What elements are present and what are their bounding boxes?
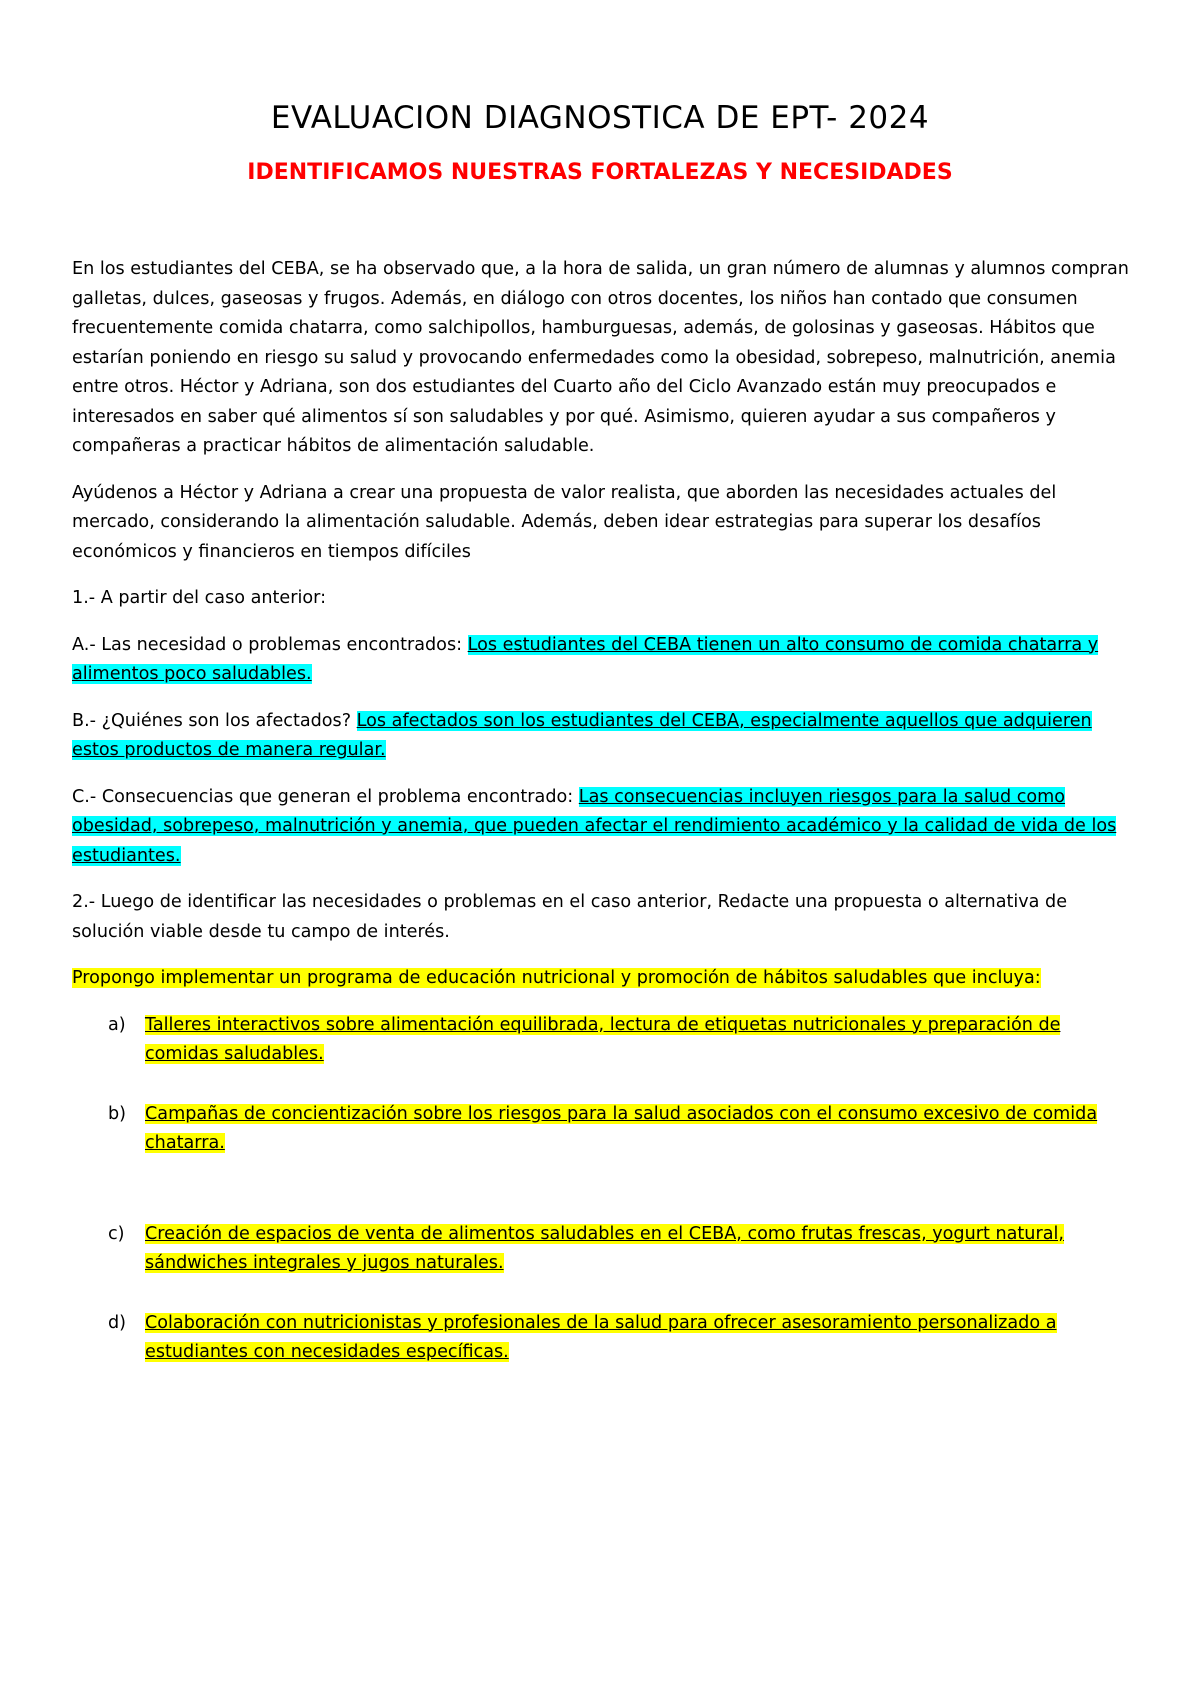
document-subtitle: IDENTIFICAMOS NUESTRAS FORTALEZAS Y NECESIDADES [247,160,953,185]
question-2: 2.- Luego de identificar las necesidades o problemas en el caso anterior, Redacte una propuesta o alternativa de solución viable desde tu campo de interés. [72,892,1068,942]
question-c-answer: Las consecuencias incluyen riesgos para la salud como obesidad, sobrepeso, malnutrición y anemia, que pueden afectar el rendimiento académico y la calidad de vida de los estudiantes. [72,786,1117,866]
question-b-answer: Los afectados son los estudiantes del CEBA, especialmente aquellos que adquieren estos productos de manera regular. [72,710,1092,760]
question-a-answer: Los estudiantes del CEBA tienen un alto consumo de comida chatarra y alimentos poco saludables. [72,634,1099,684]
list-item [72,1100,1134,1159]
list-item-marker: b) [108,1103,127,1124]
question-1: 1.- A partir del caso anterior: [72,588,326,608]
list-item-text: Creación de espacios de venta de alimentos saludables en el CEBA, como frutas frescas, yogurt natural, sándwiches integrales y jugos naturales. [145,1223,1064,1273]
list-item-marker: a) [108,1014,126,1035]
list-item-marker: c) [108,1223,125,1244]
proposal-intro [72,964,1134,994]
question-b [72,707,1134,766]
list-item-text: Campañas de concientización sobre los riesgos para la salud asociados con el consumo excesivo de comida chatarra. [145,1103,1098,1153]
proposal-text: Propongo implementar un programa de educación nutricional y promoción de hábitos saludables que incluya: [72,968,1041,988]
proposal-list [72,1011,1134,1368]
question-a [72,631,1134,690]
document-title: EVALUACION DIAGNOSTICA DE EPT- 2024 [270,100,930,136]
list-item [72,1011,1134,1070]
list-item-text: Talleres interactivos sobre alimentación equilibrada, lectura de etiquetas nutricionales y preparación de comidas saludables. [145,1014,1061,1064]
list-item-marker: d) [108,1312,127,1333]
intro-paragraph: En los estudiantes del CEBA, se ha observado que, a la hora de salida, un gran número de alumnas y alumnos compran galletas, dulces, gaseosas y frugos. Además, en diálogo con otros docentes, los niños han contado que consumen frecuentemente comida chatarra, como salchipollos, hamburguesas, además, de golosinas y gaseosas. Hábitos que estarían poniendo en riesgo su salud y provocando enfermedades como la obesidad, sobrepeso, malnutrición, anemia entre otros. Héctor y Adriana, son dos estudiantes del Cuarto año del Ciclo Avanzado están muy preocupados e interesados en saber qué alimentos sí son saludables y por qué. Asimismo, quieren ayudar a sus compañeros y compañeras a practicar hábitos de alimentación saludable. [72,259,1129,456]
document-body [72,255,1134,1398]
list-item [72,1220,1134,1279]
question-a-label: A.- Las necesidad o problemas encontrados: [72,634,468,655]
question-c [72,783,1134,872]
question-c-label: C.- Consecuencias que generan el problema encontrado: [72,786,579,807]
task-paragraph: Ayúdenos a Héctor y Adriana a crear una propuesta de valor realista, que aborden las necesidades actuales del mercado, considerando la alimentación saludable. Además, deben idear estrategias para superar los desafíos económicos y financieros en tiempos difíciles [72,482,1057,562]
list-item-text: Colaboración con nutricionistas y profesionales de la salud para ofrecer asesoramiento personalizado a estudiantes con necesidades específicas. [145,1312,1057,1362]
question-b-label: B.- ¿Quiénes son los afectados? [72,710,357,731]
list-item [72,1309,1134,1368]
